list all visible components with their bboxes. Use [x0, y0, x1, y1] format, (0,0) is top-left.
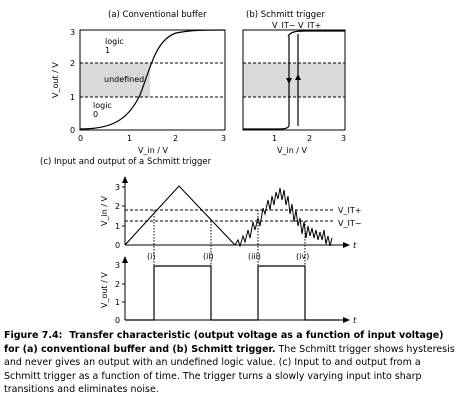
- panel-c-output-ylabel: V_out / V: [100, 272, 109, 308]
- panel-a-ylabel: V_out / V: [51, 62, 60, 98]
- panel-b-x-ticks: [272, 134, 346, 143]
- panel-c-title: (c) Input and output of a Schmitt trigger: [40, 157, 212, 167]
- panel-c-input-ytick: 1: [115, 222, 121, 231]
- panel-c-input-y-arrow: [122, 176, 128, 183]
- panel-c-output-ytick: 2: [115, 280, 121, 289]
- panel-c-input-ytick: 0: [115, 241, 121, 250]
- panel-a-xtick: 0: [78, 134, 84, 143]
- panel-a-ytick: 1: [70, 93, 76, 102]
- panel-c-output-ytick: 1: [115, 298, 121, 307]
- panel-b-title: (b) Schmitt trigger: [246, 10, 325, 20]
- panel-a-undefined-label: undefined: [104, 75, 145, 84]
- panel-b-high-branch: [288, 31, 345, 36]
- panel-c-vit-minus-label: V_IT−: [338, 219, 362, 228]
- caption-body: The Schmitt trigger shows hysteresis and never gives an output with an undefined logic value. (c) Input to and output from a Schmitt trigger as a function of time. The trigger turns a slowly varying input into sharp transitions and eliminates noise.: [4, 343, 455, 395]
- panel-c-input-noisy-wave: [235, 188, 332, 246]
- panel-b-xlabel: V_in / V: [277, 146, 308, 155]
- panel-c-input-x-arrow: [343, 242, 350, 248]
- panel-c-output-pulses: [125, 266, 340, 320]
- panel-c-output-ytick: 3: [115, 261, 121, 270]
- panel-a-xlabel: V_in / V: [138, 146, 169, 155]
- panel-a-logic1-label: logic 1: [105, 37, 124, 55]
- panel-b-band: [243, 63, 345, 97]
- panel-c-marker-iii: (iii): [248, 252, 261, 261]
- panel-a-y-ticks: [70, 28, 75, 135]
- panel-a-logic0-label: logic 0: [93, 101, 112, 119]
- panel-c-time-label: t: [353, 241, 357, 250]
- panel-b-xtick: 1: [272, 134, 278, 143]
- panel-c-vit-plus-label: V_IT+: [338, 206, 362, 215]
- panel-c-input-y-ticks: [115, 183, 125, 250]
- panel-c-input-triangle: [125, 186, 235, 245]
- caption-label: Figure 7.4:: [4, 330, 63, 341]
- panel-b-low-branch: [243, 126, 289, 129]
- panel-c-input-ytick: 2: [115, 202, 121, 211]
- panel-b-xtick: 2: [307, 134, 313, 143]
- panel-a-ytick: 2: [70, 59, 76, 68]
- panel-c-input-ylabel: V_in / V: [100, 195, 109, 226]
- figure-caption: [4, 329, 459, 397]
- panel-c-marker-ii: (ii): [203, 252, 214, 261]
- panel-a-ytick: 3: [70, 28, 76, 37]
- panel-a-ytick: 0: [70, 126, 76, 135]
- caption-lead: Transfer characteristic (output voltage as a function of input voltage) for (a) conventional buffer and (b) Schmitt trigger.: [4, 330, 444, 355]
- panel-c-marker-i: (i): [147, 252, 156, 261]
- panel-a-xtick: 2: [173, 134, 179, 143]
- panel-b-xtick: 3: [341, 134, 347, 143]
- panel-c-output-time-label: t: [353, 316, 357, 325]
- panel-c-marker-iv: (iv): [296, 252, 310, 261]
- panel-c-output-y-ticks: [115, 261, 125, 325]
- panel-a-title: (a) Conventional buffer: [108, 10, 207, 20]
- panel-a-xtick: 3: [221, 134, 227, 143]
- panel-c-output-x-arrow: [343, 317, 350, 323]
- panel-c: [40, 157, 361, 325]
- panel-c-output-ytick: 0: [115, 316, 121, 325]
- panel-a-xtick: 1: [127, 134, 133, 143]
- panel-b-threshold-label: V_IT− V_IT+: [272, 21, 322, 30]
- panel-b: [243, 10, 346, 155]
- panel-a: [51, 10, 226, 155]
- panel-a-x-ticks: [78, 134, 226, 143]
- panel-c-output-y-arrow: [122, 256, 128, 263]
- panel-c-input-ytick: 3: [115, 183, 121, 192]
